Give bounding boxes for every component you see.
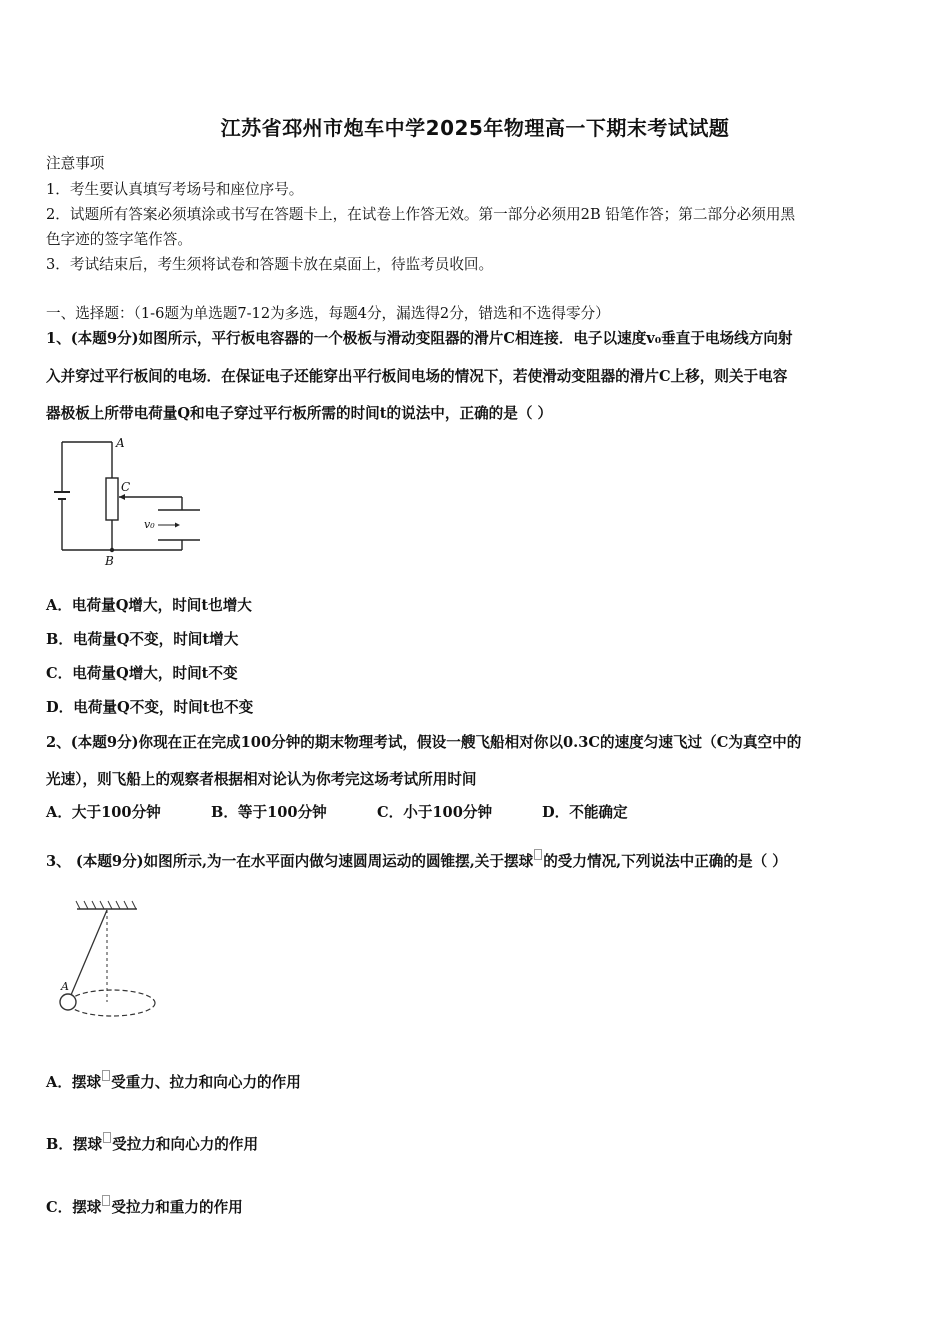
missing-glyph-icon	[102, 1195, 110, 1206]
q3-pendulum-figure	[50, 895, 165, 1025]
q3-option-c-label: C．摆球	[46, 1199, 102, 1216]
q2-option-a[interactable]: A．大于100分钟	[46, 804, 161, 821]
notice-item: 3．考试结束后，考生须将试卷和答题卡放在桌面上，待监考员收回。	[46, 256, 494, 273]
missing-glyph-icon	[534, 849, 542, 860]
q3-stem	[46, 849, 787, 871]
q1-label-c: C	[121, 480, 131, 494]
missing-glyph-icon	[103, 1132, 111, 1143]
q1-circuit-figure	[46, 432, 216, 572]
q1-option-c[interactable]: C．电荷量Q增大，时间t不变	[46, 665, 238, 682]
notice-item: 色字迹的签字笔作答。	[46, 231, 192, 248]
q2-stem-line: 光速），则飞船上的观察者根据相对论认为你考完这场考试所用时间	[46, 771, 477, 788]
missing-glyph-icon	[102, 1070, 110, 1081]
q3-option-a[interactable]	[46, 1070, 301, 1092]
q2-option-b[interactable]: B．等于100分钟	[211, 804, 327, 821]
q1-option-a[interactable]: A．电荷量Q增大，时间t也增大	[46, 597, 252, 614]
q2-stem-line: 2、(本题9分)你现在正在完成100分钟的期末物理考试，假设一艘飞船相对你以0.3C的速度匀速飞过（C为真空中的	[46, 734, 802, 751]
q3-option-a-text: 受重力、拉力和向心力的作用	[111, 1074, 301, 1091]
q2-option-d[interactable]: D．不能确定	[542, 804, 628, 821]
page-title: 江苏省邳州市炮车中学2025年物理高一下期末考试试题	[220, 116, 730, 140]
q1-option-d[interactable]: D．电荷量Q不变，时间t也不变	[46, 699, 254, 716]
q2-options	[46, 801, 628, 822]
q3-stem-suffix: 的受力情况,下列说法中正确的是（ ）	[543, 853, 787, 870]
q1-label-b: B	[105, 554, 114, 568]
q1-label-a: A	[116, 436, 125, 450]
q3-stem-prefix: 3、 (本题9分)如图所示,为一在水平面内做匀速圆周运动的圆锥摆,关于摆球	[46, 853, 534, 870]
q1-stem-line: 器极板上所带电荷量Q和电子穿过平行板所需的时间t的说法中，正确的是（ ）	[46, 405, 553, 422]
q3-label-a: A	[61, 980, 69, 993]
section-heading: 一、选择题：（1-6题为单选题7-12为多选，每题4分，漏选得2分，错选和不选得零分）	[46, 305, 610, 322]
q3-option-c[interactable]	[46, 1195, 243, 1217]
q1-stem-line: 1、(本题9分)如图所示，平行板电容器的一个极板与滑动变阻器的滑片C相连接．电子以速度v₀垂直于电场线方向射	[46, 330, 793, 347]
notice-item: 1．考生要认真填写考场号和座位序号。	[46, 181, 304, 198]
q3-option-b[interactable]	[46, 1132, 258, 1154]
q1-stem-line: 入并穿过平行板间的电场．在保证电子还能穿出平行板间电场的情况下，若使滑动变阻器的滑片C上移，则关于电容	[46, 368, 788, 385]
notice-heading: 注意事项	[46, 155, 105, 172]
q2-option-c[interactable]: C．小于100分钟	[377, 804, 493, 821]
q3-option-a-label: A．摆球	[46, 1074, 102, 1091]
q1-label-v0: v₀	[144, 518, 155, 531]
q1-option-b[interactable]: B．电荷量Q不变，时间t增大	[46, 631, 239, 648]
q3-option-b-text: 受拉力和向心力的作用	[112, 1136, 259, 1153]
q3-option-b-label: B．摆球	[46, 1136, 103, 1153]
q3-option-c-text: 受拉力和重力的作用	[111, 1199, 243, 1216]
notice-item: 2．试题所有答案必须填涂或书写在答题卡上，在试卷上作答无效。第一部分必须用2B 铅笔作答；第二部分必须用黑	[46, 206, 796, 223]
